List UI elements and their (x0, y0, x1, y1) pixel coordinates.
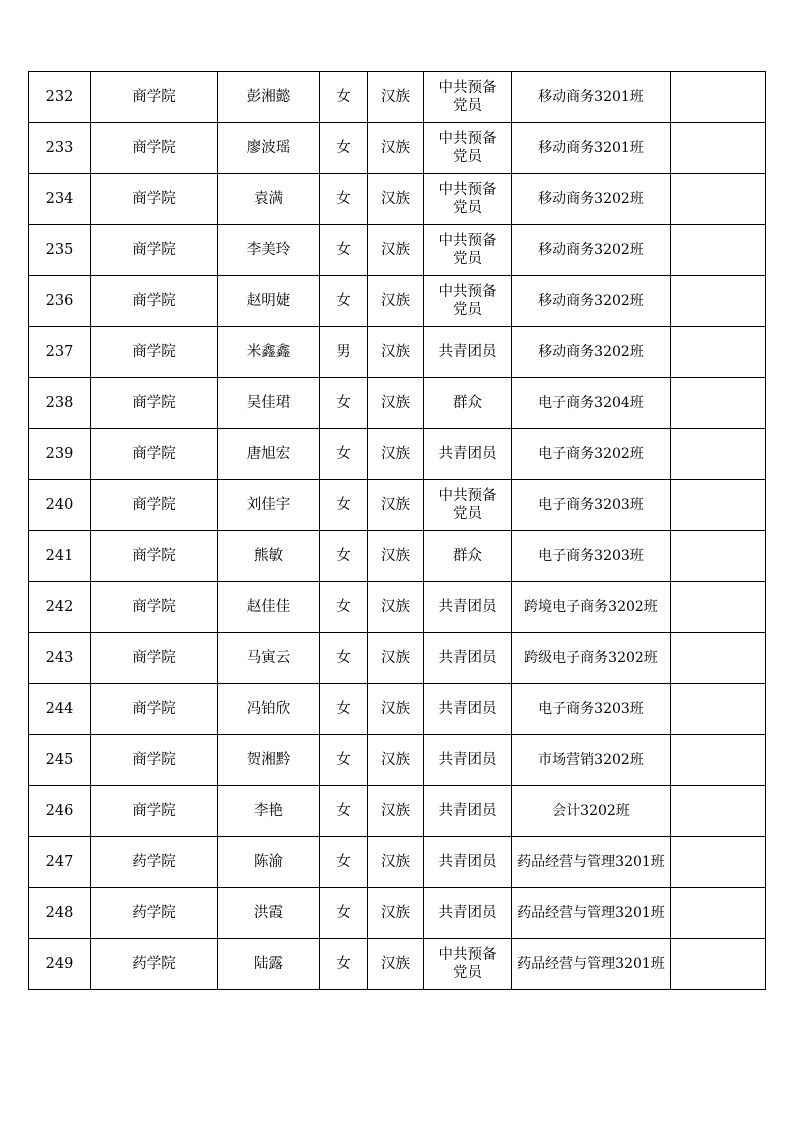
row-number: 244 (29, 684, 91, 735)
political-status-cell (424, 837, 512, 888)
ethnicity-cell: 汉族 (368, 735, 424, 786)
remarks-cell (671, 378, 766, 429)
gender-cell: 女 (320, 633, 368, 684)
college-cell: 商学院 (91, 582, 218, 633)
gender-cell: 女 (320, 276, 368, 327)
political-status-text: 中共预备党员 (438, 80, 497, 114)
ethnicity-cell: 汉族 (368, 633, 424, 684)
class-cell: 移动商务3202班 (512, 174, 671, 225)
ethnicity-cell: 汉族 (368, 786, 424, 837)
class-cell: 药品经营与管理3201班 (512, 837, 671, 888)
table-row (29, 531, 766, 582)
class-cell: 电子商务3204班 (512, 378, 671, 429)
college-cell: 商学院 (91, 531, 218, 582)
student-name-cell: 洪霞 (218, 888, 320, 939)
row-number: 243 (29, 633, 91, 684)
ethnicity-cell: 汉族 (368, 429, 424, 480)
table-row (29, 225, 766, 276)
gender-cell: 女 (320, 939, 368, 990)
political-status-text: 共青团员 (438, 803, 497, 819)
table-row (29, 276, 766, 327)
college-cell: 药学院 (91, 939, 218, 990)
student-name-cell: 袁满 (218, 174, 320, 225)
political-status-cell (424, 174, 512, 225)
row-number: 237 (29, 327, 91, 378)
gender-cell: 女 (320, 888, 368, 939)
row-number: 242 (29, 582, 91, 633)
remarks-cell (671, 429, 766, 480)
gender-cell: 女 (320, 225, 368, 276)
political-status-text: 共青团员 (438, 446, 497, 462)
remarks-cell (671, 582, 766, 633)
college-cell: 商学院 (91, 378, 218, 429)
political-status-cell (424, 786, 512, 837)
political-status-text: 共青团员 (438, 752, 497, 768)
class-cell: 药品经营与管理3201班 (512, 939, 671, 990)
college-cell: 商学院 (91, 684, 218, 735)
college-cell: 商学院 (91, 633, 218, 684)
college-cell: 商学院 (91, 786, 218, 837)
ethnicity-cell: 汉族 (368, 327, 424, 378)
class-cell: 跨境电子商务3202班 (512, 582, 671, 633)
political-status-cell (424, 888, 512, 939)
ethnicity-cell: 汉族 (368, 276, 424, 327)
class-cell: 移动商务3202班 (512, 225, 671, 276)
row-number: 247 (29, 837, 91, 888)
political-status-cell (424, 225, 512, 276)
political-status-cell (424, 72, 512, 123)
table-row (29, 480, 766, 531)
student-name-cell: 冯铂欣 (218, 684, 320, 735)
student-name-cell: 彭湘懿 (218, 72, 320, 123)
remarks-cell (671, 276, 766, 327)
remarks-cell (671, 684, 766, 735)
ethnicity-cell: 汉族 (368, 123, 424, 174)
political-status-cell (424, 582, 512, 633)
remarks-cell (671, 225, 766, 276)
remarks-cell (671, 480, 766, 531)
table-row (29, 582, 766, 633)
ethnicity-cell: 汉族 (368, 72, 424, 123)
remarks-cell (671, 939, 766, 990)
student-name-cell: 李美玲 (218, 225, 320, 276)
college-cell: 商学院 (91, 327, 218, 378)
political-status-text: 中共预备党员 (438, 233, 497, 267)
college-cell: 商学院 (91, 276, 218, 327)
student-name-cell: 马寅云 (218, 633, 320, 684)
political-status-cell (424, 123, 512, 174)
college-cell: 商学院 (91, 429, 218, 480)
college-cell: 药学院 (91, 888, 218, 939)
row-number: 238 (29, 378, 91, 429)
ethnicity-cell: 汉族 (368, 225, 424, 276)
table-row (29, 684, 766, 735)
table-row (29, 123, 766, 174)
class-cell: 移动商务3202班 (512, 327, 671, 378)
gender-cell: 女 (320, 531, 368, 582)
row-number: 239 (29, 429, 91, 480)
political-status-cell (424, 378, 512, 429)
gender-cell: 女 (320, 378, 368, 429)
college-cell: 商学院 (91, 480, 218, 531)
row-number: 235 (29, 225, 91, 276)
row-number: 232 (29, 72, 91, 123)
student-name-cell: 廖波瑶 (218, 123, 320, 174)
political-status-text: 共青团员 (438, 599, 497, 615)
remarks-cell (671, 735, 766, 786)
table-row (29, 735, 766, 786)
table-row (29, 633, 766, 684)
row-number: 249 (29, 939, 91, 990)
student-name-cell: 赵佳佳 (218, 582, 320, 633)
ethnicity-cell: 汉族 (368, 174, 424, 225)
row-number: 236 (29, 276, 91, 327)
political-status-cell (424, 735, 512, 786)
gender-cell: 女 (320, 837, 368, 888)
student-name-cell: 刘佳宇 (218, 480, 320, 531)
political-status-text: 中共预备党员 (438, 131, 497, 165)
row-number: 248 (29, 888, 91, 939)
class-cell: 药品经营与管理3201班 (512, 888, 671, 939)
ethnicity-cell: 汉族 (368, 684, 424, 735)
ethnicity-cell: 汉族 (368, 531, 424, 582)
student-name-cell: 赵明婕 (218, 276, 320, 327)
political-status-text: 中共预备党员 (438, 947, 497, 981)
political-status-text: 共青团员 (438, 650, 497, 666)
political-status-cell (424, 531, 512, 582)
college-cell: 商学院 (91, 174, 218, 225)
class-cell: 移动商务3202班 (512, 276, 671, 327)
political-status-cell (424, 684, 512, 735)
remarks-cell (671, 174, 766, 225)
political-status-cell (424, 327, 512, 378)
student-name-cell: 李艳 (218, 786, 320, 837)
student-name-cell: 熊敏 (218, 531, 320, 582)
row-number: 241 (29, 531, 91, 582)
political-status-text: 共青团员 (438, 344, 497, 360)
student-name-cell: 吴佳珺 (218, 378, 320, 429)
class-cell: 电子商务3203班 (512, 480, 671, 531)
table-row (29, 72, 766, 123)
ethnicity-cell: 汉族 (368, 888, 424, 939)
row-number: 233 (29, 123, 91, 174)
political-status-text: 共青团员 (438, 905, 497, 921)
college-cell: 商学院 (91, 735, 218, 786)
student-name-cell: 陆露 (218, 939, 320, 990)
political-status-cell (424, 939, 512, 990)
table-row (29, 174, 766, 225)
class-cell: 市场营销3202班 (512, 735, 671, 786)
class-cell: 会计3202班 (512, 786, 671, 837)
student-name-cell: 贺湘黔 (218, 735, 320, 786)
political-status-cell (424, 429, 512, 480)
gender-cell: 女 (320, 429, 368, 480)
student-name-cell: 唐旭宏 (218, 429, 320, 480)
row-number: 245 (29, 735, 91, 786)
gender-cell: 女 (320, 123, 368, 174)
class-cell: 电子商务3203班 (512, 531, 671, 582)
ethnicity-cell: 汉族 (368, 582, 424, 633)
gender-cell: 女 (320, 684, 368, 735)
political-status-text: 群众 (453, 548, 482, 564)
political-status-cell (424, 480, 512, 531)
college-cell: 商学院 (91, 123, 218, 174)
gender-cell: 女 (320, 72, 368, 123)
ethnicity-cell: 汉族 (368, 939, 424, 990)
table-row (29, 327, 766, 378)
college-cell: 商学院 (91, 72, 218, 123)
ethnicity-cell: 汉族 (368, 837, 424, 888)
student-name-cell: 陈渝 (218, 837, 320, 888)
political-status-text: 共青团员 (438, 854, 497, 870)
college-cell: 药学院 (91, 837, 218, 888)
ethnicity-cell: 汉族 (368, 378, 424, 429)
table-row (29, 786, 766, 837)
class-cell: 移动商务3201班 (512, 72, 671, 123)
remarks-cell (671, 123, 766, 174)
gender-cell: 女 (320, 174, 368, 225)
political-status-cell (424, 276, 512, 327)
class-cell: 移动商务3201班 (512, 123, 671, 174)
political-status-cell (424, 633, 512, 684)
remarks-cell (671, 888, 766, 939)
political-status-text: 中共预备党员 (438, 182, 497, 216)
table-row (29, 378, 766, 429)
ethnicity-cell: 汉族 (368, 480, 424, 531)
row-number: 234 (29, 174, 91, 225)
row-number: 240 (29, 480, 91, 531)
gender-cell: 女 (320, 480, 368, 531)
table-row (29, 429, 766, 480)
political-status-text: 中共预备党员 (438, 284, 497, 318)
political-status-text: 群众 (453, 395, 482, 411)
remarks-cell (671, 786, 766, 837)
row-number: 246 (29, 786, 91, 837)
class-cell: 电子商务3202班 (512, 429, 671, 480)
remarks-cell (671, 327, 766, 378)
remarks-cell (671, 531, 766, 582)
class-cell: 电子商务3203班 (512, 684, 671, 735)
gender-cell: 男 (320, 327, 368, 378)
political-status-text: 中共预备党员 (438, 488, 497, 522)
class-cell: 跨级电子商务3202班 (512, 633, 671, 684)
table-row (29, 837, 766, 888)
table-row (29, 888, 766, 939)
remarks-cell (671, 633, 766, 684)
roster-body (29, 72, 766, 990)
college-cell: 商学院 (91, 225, 218, 276)
student-roster-table (28, 71, 766, 990)
remarks-cell (671, 837, 766, 888)
political-status-text: 共青团员 (438, 701, 497, 717)
table-row (29, 939, 766, 990)
gender-cell: 女 (320, 735, 368, 786)
gender-cell: 女 (320, 786, 368, 837)
gender-cell: 女 (320, 582, 368, 633)
student-name-cell: 米鑫鑫 (218, 327, 320, 378)
remarks-cell (671, 72, 766, 123)
